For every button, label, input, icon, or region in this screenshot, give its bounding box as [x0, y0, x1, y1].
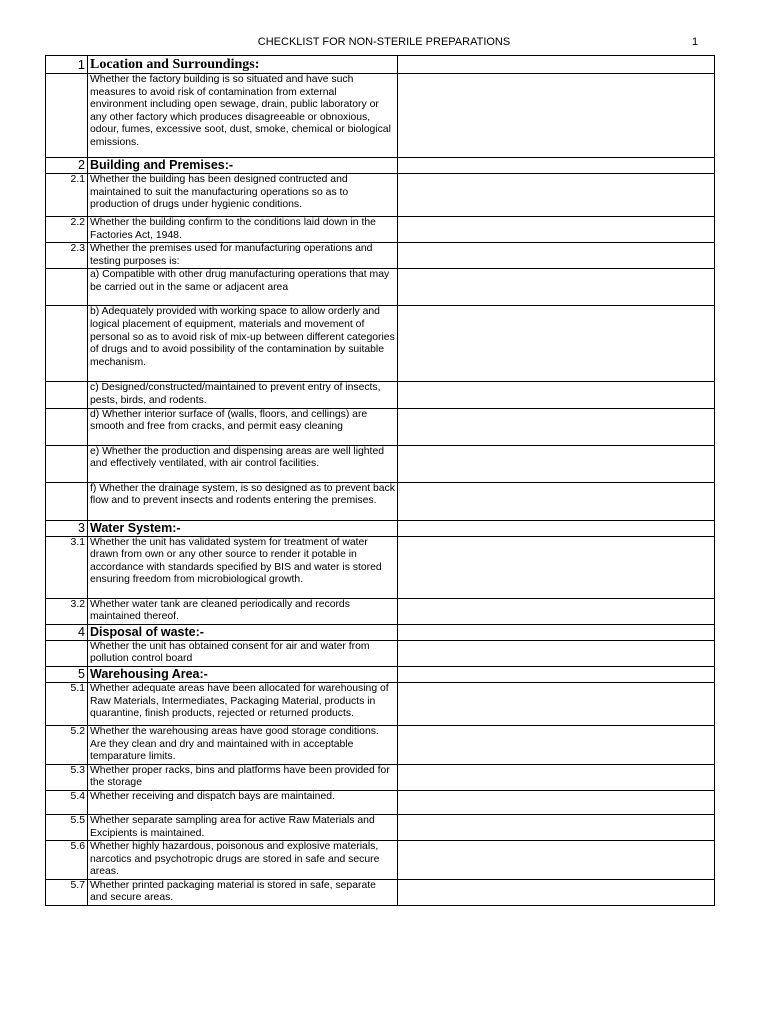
section-number: 1	[46, 56, 88, 74]
response-cell[interactable]	[398, 408, 715, 445]
item-number: 2.1	[46, 174, 88, 217]
checklist-body	[46, 56, 715, 906]
response-cell[interactable]	[398, 217, 715, 243]
response-cell[interactable]	[398, 269, 715, 306]
item-number: 5.2	[46, 725, 88, 764]
item-description: Whether the factory building is so situated and have such measures to avoid risk of contamination from external environment including open sewage, drain, public laboratory or any other factory which produces disagreeable or obnoxious, odour, fumes, excessive soot, dust, smoke, chemical or biological emissions.	[88, 74, 398, 158]
item-description: Whether the building has been designed contructed and maintained to suit the manufacturing operations so as to production of drugs under hygienic conditions.	[88, 174, 398, 217]
response-cell[interactable]	[398, 520, 715, 536]
item-number	[46, 74, 88, 158]
section-row	[46, 624, 715, 640]
document-title: CHECKLIST FOR NON-STERILE PREPARATIONS	[257, 36, 511, 48]
section-number: 2	[46, 158, 88, 174]
checklist-row	[46, 764, 715, 790]
checklist-row	[46, 382, 715, 408]
item-number: 5.7	[46, 879, 88, 905]
checklist-row	[46, 174, 715, 217]
response-cell[interactable]	[398, 482, 715, 520]
item-number	[46, 306, 88, 382]
item-description: b) Adequately provided with working space to allow orderly and logical placement of equipment, materials and movement of personal so as to avoid risk of mix-up between different categories of drugs and to avoid possibility of the contamination by suitable mechanism.	[88, 306, 398, 382]
response-cell[interactable]	[398, 74, 715, 158]
item-description: Whether the building confirm to the conditions laid down in the Factories Act, 1948.	[88, 217, 398, 243]
section-row	[46, 666, 715, 682]
item-description: Whether the warehousing areas have good storage conditions. Are they clean and dry and maintained with in acceptable temparature limits.	[88, 725, 398, 764]
response-cell[interactable]	[398, 814, 715, 840]
response-cell[interactable]	[398, 382, 715, 408]
item-number: 3.1	[46, 536, 88, 598]
item-description: Whether printed packaging material is stored in safe, separate and secure areas.	[88, 879, 398, 905]
response-cell[interactable]	[398, 174, 715, 217]
section-heading: Water System:-	[88, 520, 398, 536]
checklist-table	[45, 55, 715, 906]
item-description: Whether proper racks, bins and platforms have been provided for the storage	[88, 764, 398, 790]
section-number: 3	[46, 520, 88, 536]
response-cell[interactable]	[398, 790, 715, 814]
response-cell[interactable]	[398, 841, 715, 880]
item-description: f) Whether the drainage system, is so designed as to prevent back flow and to prevent insects and rodents entering the premises.	[88, 482, 398, 520]
response-cell[interactable]	[398, 306, 715, 382]
checklist-row	[46, 74, 715, 158]
response-cell[interactable]	[398, 158, 715, 174]
section-row	[46, 158, 715, 174]
response-cell[interactable]	[398, 243, 715, 269]
section-heading: Disposal of waste:-	[88, 624, 398, 640]
item-number: 2.3	[46, 243, 88, 269]
response-cell[interactable]	[398, 764, 715, 790]
item-number: 5.6	[46, 841, 88, 880]
item-number: 5.5	[46, 814, 88, 840]
checklist-row	[46, 217, 715, 243]
checklist-row	[46, 269, 715, 306]
checklist-row	[46, 814, 715, 840]
section-row	[46, 520, 715, 536]
checklist-row	[46, 725, 715, 764]
checklist-row	[46, 536, 715, 598]
item-description: d) Whether interior surface of (walls, floors, and cellings) are smooth and free from cracks, and permit easy cleaning	[88, 408, 398, 445]
section-number: 5	[46, 666, 88, 682]
section-number: 4	[46, 624, 88, 640]
item-description: e) Whether the production and dispensing areas are well lighted and effectively ventilated, with air control facilities.	[88, 445, 398, 482]
item-description: Whether the unit has validated system for treatment of water drawn from own or any other source to render it potable in accordance with standards specified by BIS and water is stored ensuring freedom from microbiological growth.	[88, 536, 398, 598]
item-description: Whether the premises used for manufacturing operations and testing purposes is:	[88, 243, 398, 269]
item-description: Whether the unit has obtained consent for air and water from pollution control board	[88, 640, 398, 666]
response-cell[interactable]	[398, 536, 715, 598]
response-cell[interactable]	[398, 725, 715, 764]
page-number: 1	[692, 36, 699, 48]
item-number	[46, 269, 88, 306]
checklist-row	[46, 879, 715, 905]
response-cell[interactable]	[398, 879, 715, 905]
item-number: 5.3	[46, 764, 88, 790]
checklist-row	[46, 482, 715, 520]
item-number: 3.2	[46, 598, 88, 624]
checklist-row	[46, 243, 715, 269]
item-number	[46, 482, 88, 520]
response-cell[interactable]	[398, 682, 715, 725]
response-cell[interactable]	[398, 666, 715, 682]
item-number	[46, 408, 88, 445]
response-cell[interactable]	[398, 598, 715, 624]
item-description: Whether adequate areas have been allocated for warehousing of Raw Materials, Intermediates, Packaging Material, products in quarantine, finish products, rejected or returned products.	[88, 682, 398, 725]
item-number: 5.1	[46, 682, 88, 725]
checklist-row	[46, 445, 715, 482]
item-number: 5.4	[46, 790, 88, 814]
response-cell[interactable]	[398, 624, 715, 640]
page-header	[0, 36, 768, 50]
item-description: Whether water tank are cleaned periodically and records maintained thereof.	[88, 598, 398, 624]
item-number	[46, 445, 88, 482]
item-description: c) Designed/constructed/maintained to prevent entry of insects, pests, birds, and rodents.	[88, 382, 398, 408]
response-cell[interactable]	[398, 640, 715, 666]
item-description: Whether receiving and dispatch bays are maintained.	[88, 790, 398, 814]
checklist-row	[46, 841, 715, 880]
response-cell[interactable]	[398, 56, 715, 74]
section-heading: Warehousing Area:-	[88, 666, 398, 682]
checklist-row	[46, 598, 715, 624]
item-description: Whether highly hazardous, poisonous and explosive materials, narcotics and psychotropic drugs are stored in safe and secure areas.	[88, 841, 398, 880]
checklist-row	[46, 682, 715, 725]
checklist-row	[46, 790, 715, 814]
checklist-row	[46, 640, 715, 666]
checklist-row	[46, 306, 715, 382]
item-description: a) Compatible with other drug manufacturing operations that may be carried out in the same or adjacent area	[88, 269, 398, 306]
item-number	[46, 382, 88, 408]
item-number: 2.2	[46, 217, 88, 243]
section-heading: Location and Surroundings:	[88, 56, 398, 74]
section-row	[46, 56, 715, 74]
checklist-row	[46, 408, 715, 445]
section-heading: Building and Premises:-	[88, 158, 398, 174]
item-description: Whether separate sampling area for active Raw Materials and Excipients is maintained.	[88, 814, 398, 840]
response-cell[interactable]	[398, 445, 715, 482]
item-number	[46, 640, 88, 666]
